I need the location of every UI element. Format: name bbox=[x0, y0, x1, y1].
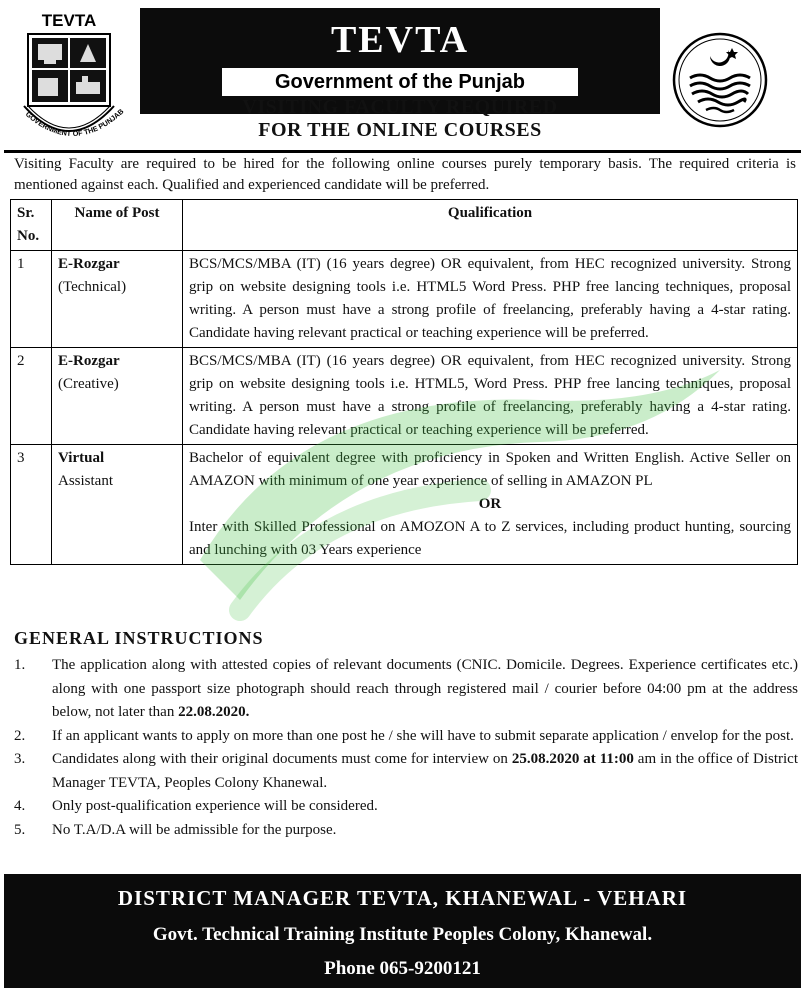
row-post bbox=[52, 348, 183, 445]
list-item bbox=[14, 819, 798, 843]
list-item bbox=[14, 725, 798, 749]
row-qualification: BCS/MCS/MBA (IT) (16 years degree) OR equivalent, from HEC recognized university. Strong grip on website designing tools i.e. HTML5, Word Press. PHP free lancing techniques, proposal writing. A person must have a strong profile of freelancing, preferably having a 4-star rating. Candidate having relevant practical or teaching experience will be preferred. bbox=[183, 348, 798, 445]
post-name: Virtual bbox=[58, 450, 105, 466]
punjab-govt-seal-icon bbox=[670, 30, 770, 130]
item-number: 2. bbox=[14, 727, 26, 744]
header-qualification: Qualification bbox=[183, 200, 798, 251]
item-text: The application along with attested copies of relevant documents (CNIC. Domicile. Degrees. Experience certificates etc.) along with one passport size photograph should reach through registered mail / courier before 04:00 pm at the address below, not later than bbox=[52, 657, 798, 720]
item-text: Only post-qualification experience will be considered. bbox=[52, 798, 378, 814]
ad-title bbox=[140, 96, 660, 142]
item-number: 4. bbox=[14, 798, 26, 814]
footer-address: Govt. Technical Training Institute Peoples Colony, Khanewal. bbox=[152, 924, 653, 945]
row-sr: 1 bbox=[11, 251, 52, 348]
list-item bbox=[14, 795, 798, 819]
header-divider bbox=[4, 150, 801, 153]
or-separator: OR bbox=[478, 496, 502, 512]
svg-text:GOVERNMENT OF THE PUNJAB bbox=[24, 108, 126, 138]
footer-office: DISTRICT MANAGER TEVTA, KHANEWAL - VEHARI bbox=[117, 886, 688, 910]
item-number: 5. bbox=[14, 821, 26, 838]
post-category: (Creative) bbox=[58, 376, 119, 392]
item-text: Candidates along with their original documents must come for interview on bbox=[52, 751, 512, 767]
page-title: TEVTA bbox=[330, 19, 470, 61]
item-text: If an applicant wants to apply on more than one post he / she will have to submit separate application / envelop for the post. bbox=[52, 727, 794, 744]
footer-phone: Phone 065-9200121 bbox=[324, 958, 481, 979]
logo-left-title: TEVTA bbox=[41, 11, 97, 30]
footer-banner bbox=[4, 874, 801, 988]
list-item bbox=[14, 748, 798, 795]
post-category: (Technical) bbox=[58, 279, 127, 295]
item-text: No T.A/D.A will be admissible for the purpose. bbox=[52, 821, 337, 838]
post-name: E-Rozgar bbox=[58, 353, 120, 369]
instructions-list bbox=[14, 654, 798, 842]
post-name: E-Rozgar bbox=[58, 256, 120, 272]
header-name-of-post: Name of Post bbox=[52, 200, 183, 251]
item-text-after: am in the office of District Manager TEVTA, Peoples Colony Khanewal. bbox=[52, 751, 798, 791]
row-post bbox=[52, 445, 183, 565]
table-row bbox=[11, 445, 798, 565]
row-qualification: BCS/MCS/MBA (IT) (16 years degree) OR equivalent, from HEC recognized university. Strong grip on website designing tools i.e. HTML5 Word Press. PHP free lancing techniques, proposal writing. A person must have a strong profile of freelancing, preferably having a 4-star rating. Candidate having relevant practical or teaching experience will be preferred. bbox=[183, 251, 798, 348]
row-post bbox=[52, 251, 183, 348]
qualification-option-a: Bachelor of equivalent degree with proficiency in Spoken and Written English. Active Seller on AMAZON with minimum of one year experience of selling in AMAZON PL bbox=[189, 450, 791, 489]
table-header-row bbox=[11, 200, 798, 251]
row-sr: 3 bbox=[11, 445, 52, 565]
page-subtitle: Government of the Punjab bbox=[222, 68, 578, 96]
item-number: 3. bbox=[14, 751, 26, 767]
ad-title-line2: FOR THE ONLINE COURSES bbox=[258, 119, 542, 141]
header-sr-no: Sr. No. bbox=[11, 200, 52, 251]
logo-left-ring-text bbox=[18, 108, 128, 148]
header bbox=[4, 4, 801, 150]
post-category: Assistant bbox=[58, 473, 114, 489]
ad-title-line1: VISITING FACULTY REQUIRED bbox=[242, 96, 558, 118]
table-row bbox=[11, 251, 798, 348]
intro-paragraph: Visiting Faculty are required to be hired for the following online courses purely temporary basis. The required criteria is mentioned against each. Qualified and experienced candidate will be preferred. bbox=[14, 156, 796, 193]
qualification-option-b: Inter with Skilled Professional on AMOZON A to Z services, including product hunting, sourcing and lunching with 03 Years experience bbox=[189, 519, 791, 558]
table-row bbox=[11, 348, 798, 445]
item-deadline: 22.08.2020. bbox=[178, 704, 250, 720]
instructions-title: GENERAL INSTRUCTIONS bbox=[14, 628, 264, 648]
item-interview-date: 25.08.2020 at 11:00 bbox=[511, 751, 634, 767]
item-number: 1. bbox=[14, 657, 26, 673]
row-qualification bbox=[183, 445, 798, 565]
posts-table bbox=[10, 199, 798, 565]
list-item bbox=[14, 654, 798, 725]
logo-left-ring-label: GOVERNMENT OF THE PUNJAB bbox=[23, 108, 126, 139]
row-sr: 2 bbox=[11, 348, 52, 445]
